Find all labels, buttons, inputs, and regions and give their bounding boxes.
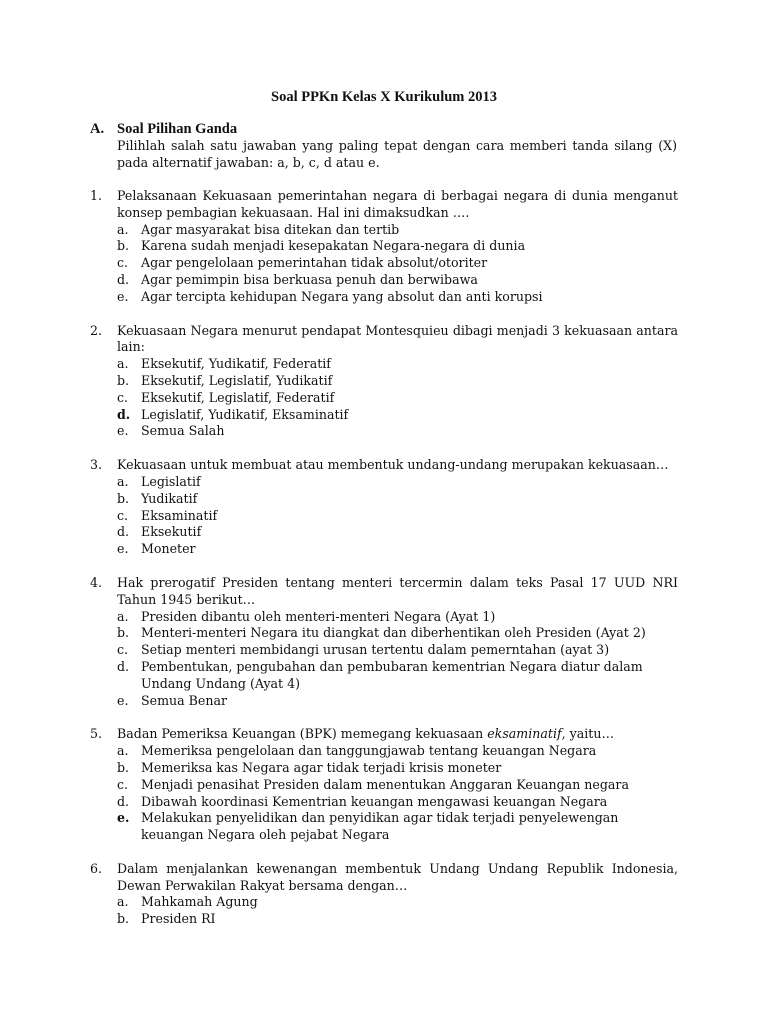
option-text: Setiap menteri membidangi urusan tertentu dalam pemerntahan (ayat 3) — [141, 642, 610, 658]
option-label: a. — [117, 894, 129, 910]
option-b — [117, 625, 678, 642]
option-text: Eksekutif, Yudikatif, Federatif — [141, 356, 331, 372]
option-e — [117, 289, 678, 306]
question-number: 3. — [90, 457, 103, 473]
option-e — [117, 423, 678, 440]
section-heading — [90, 120, 237, 138]
question-text — [117, 726, 678, 743]
page-title: Soal PPKn Kelas X Kurikulum 2013 — [271, 89, 497, 105]
option-d — [117, 794, 678, 811]
instructions: Pilihlah salah satu jawaban yang paling tepat dengan cara memberi tanda silang (X) pada alternatif jawaban: a, b, c, d atau e. — [117, 138, 677, 170]
option-text: Memeriksa kas Negara agar tidak terjadi krisis moneter — [141, 759, 502, 775]
option-label: d. — [117, 406, 131, 422]
option-a — [117, 743, 678, 760]
option-a — [117, 609, 678, 626]
option-list — [117, 222, 678, 306]
option-label: c. — [117, 642, 129, 658]
option-label: e. — [117, 423, 129, 439]
option-d — [117, 272, 678, 289]
question-text: Kekuasaan untuk membuat atau membentuk undang-undang merupakan kekuasaan… — [117, 457, 669, 473]
question-3 — [90, 457, 678, 558]
option-label: e. — [117, 288, 129, 304]
option-text: Pembentukan, pengubahan dan pembubaran kementrian Negara diatur dalam Undang Undang (Ayat 4) — [141, 658, 643, 691]
option-text: Memeriksa pengelolaan dan tanggungjawab tentang keuangan Negara — [141, 743, 597, 759]
question-5 — [90, 726, 678, 844]
option-c — [117, 777, 678, 794]
option-label: d. — [117, 524, 130, 540]
option-label: a. — [117, 356, 129, 372]
option-label: b. — [117, 372, 130, 388]
option-e — [117, 541, 678, 558]
option-text: Presiden dibantu oleh menteri-menteri Negara (Ayat 1) — [141, 608, 496, 624]
question-2 — [90, 323, 678, 441]
option-label: a. — [117, 473, 129, 489]
option-list — [117, 743, 678, 844]
option-label: e. — [117, 810, 130, 826]
option-label: c. — [117, 389, 129, 405]
option-text: Yudikatif — [141, 490, 198, 506]
option-label: b. — [117, 238, 130, 254]
option-text: Moneter — [141, 541, 196, 557]
option-b — [117, 373, 678, 390]
option-list — [117, 894, 678, 928]
question-number: 2. — [90, 322, 103, 338]
option-text: Melakukan penyelidikan dan penyidikan agar tidak terjadi penyelewengan keuangan Negara oleh pejabat Negara — [141, 810, 619, 843]
option-a — [117, 474, 678, 491]
option-c — [117, 390, 678, 407]
option-b — [117, 491, 678, 508]
option-b — [117, 238, 678, 255]
option-text: Legislatif — [141, 473, 201, 489]
option-text: Agar pengelolaan pemerintahan tidak absolut/otoriter — [141, 255, 488, 271]
question-4 — [90, 575, 678, 709]
question-text: Kekuasaan Negara menurut pendapat Montesquieu dibagi menjadi 3 kekuasaan antara lain: — [117, 322, 678, 355]
option-label: c. — [117, 776, 129, 792]
option-label: d. — [117, 658, 130, 674]
question-number: 6. — [90, 860, 103, 876]
question-text-end: , yaitu… — [561, 726, 615, 742]
question-text: Dalam menjalankan kewenangan membentuk Undang Undang Republik Indonesia, Dewan Perwakilan Rakyat bersama dengan… — [117, 860, 678, 893]
option-text: Agar tercipta kehidupan Negara yang absolut dan anti korupsi — [141, 288, 543, 304]
option-b — [117, 760, 678, 777]
option-a — [117, 222, 678, 239]
option-label: b. — [117, 759, 130, 775]
option-b — [117, 911, 678, 928]
option-c — [117, 642, 678, 659]
question-number: 5. — [90, 726, 103, 742]
option-label: e. — [117, 692, 129, 708]
option-text: Semua Salah — [141, 423, 225, 439]
option-label: c. — [117, 255, 129, 271]
option-label: a. — [117, 743, 129, 759]
option-list — [117, 356, 678, 440]
option-label: b. — [117, 911, 130, 927]
option-list — [117, 609, 678, 710]
option-d — [117, 407, 678, 424]
option-c — [117, 255, 678, 272]
option-label: a. — [117, 221, 129, 237]
option-text: Menjadi penasihat Presiden dalam menentukan Anggaran Keuangan negara — [141, 776, 629, 792]
option-text: Mahkamah Agung — [141, 894, 258, 910]
option-label: d. — [117, 793, 130, 809]
section-letter: A. — [90, 121, 105, 137]
option-label: c. — [117, 507, 129, 523]
option-d — [117, 524, 678, 541]
option-label: d. — [117, 271, 130, 287]
question-number: 1. — [90, 188, 103, 203]
question-6 — [90, 861, 678, 928]
question-text: Pelaksanaan Kekuasaan pemerintahan negara di berbagai negara di dunia menganut konsep pembagian kekuasaan. Hal ini dimaksudkan …. — [117, 188, 678, 220]
option-a — [117, 894, 678, 911]
question-text: Hak prerogatif Presiden tentang menteri tercermin dalam teks Pasal 17 UUD NRI Tahun 1945 berikut… — [117, 574, 678, 607]
option-e — [117, 693, 678, 710]
option-text: Semua Benar — [141, 692, 227, 708]
option-label: b. — [117, 490, 130, 506]
option-text: Agar masyarakat bisa ditekan dan tertib — [141, 221, 400, 237]
question-text-start: Badan Pemeriksa Keuangan (BPK) memegang kekuasaan — [117, 726, 488, 742]
section-title: Soal Pilihan Ganda — [117, 121, 238, 137]
question-number: 4. — [90, 574, 103, 590]
option-text: Eksekutif, Legislatif, Yudikatif — [141, 372, 333, 388]
option-list — [117, 474, 678, 558]
option-label: b. — [117, 625, 130, 641]
option-label: e. — [117, 541, 129, 557]
option-d — [117, 659, 678, 693]
question-list — [90, 188, 678, 945]
option-c — [117, 508, 678, 525]
option-text: Eksekutif, Legislatif, Federatif — [141, 389, 335, 405]
option-text: Agar pemimpin bisa berkuasa penuh dan berwibawa — [141, 271, 478, 287]
option-text: Eksaminatif — [141, 507, 218, 523]
option-a — [117, 356, 678, 373]
option-text: Dibawah koordinasi Kementrian keuangan mengawasi keuangan Negara — [141, 793, 608, 809]
option-text: Eksekutif — [141, 524, 202, 540]
question-1 — [90, 188, 678, 306]
option-text: Presiden RI — [141, 911, 216, 927]
option-e — [117, 810, 678, 844]
option-text: Menteri-menteri Negara itu diangkat dan diberhentikan oleh Presiden (Ayat 2) — [141, 625, 646, 641]
option-label: a. — [117, 608, 129, 624]
option-text: Karena sudah menjadi kesepakatan Negara-negara di dunia — [141, 238, 526, 254]
question-text-italic: eksaminatif — [487, 726, 562, 742]
option-text: Legislatif, Yudikatif, Eksaminatif — [141, 406, 349, 422]
